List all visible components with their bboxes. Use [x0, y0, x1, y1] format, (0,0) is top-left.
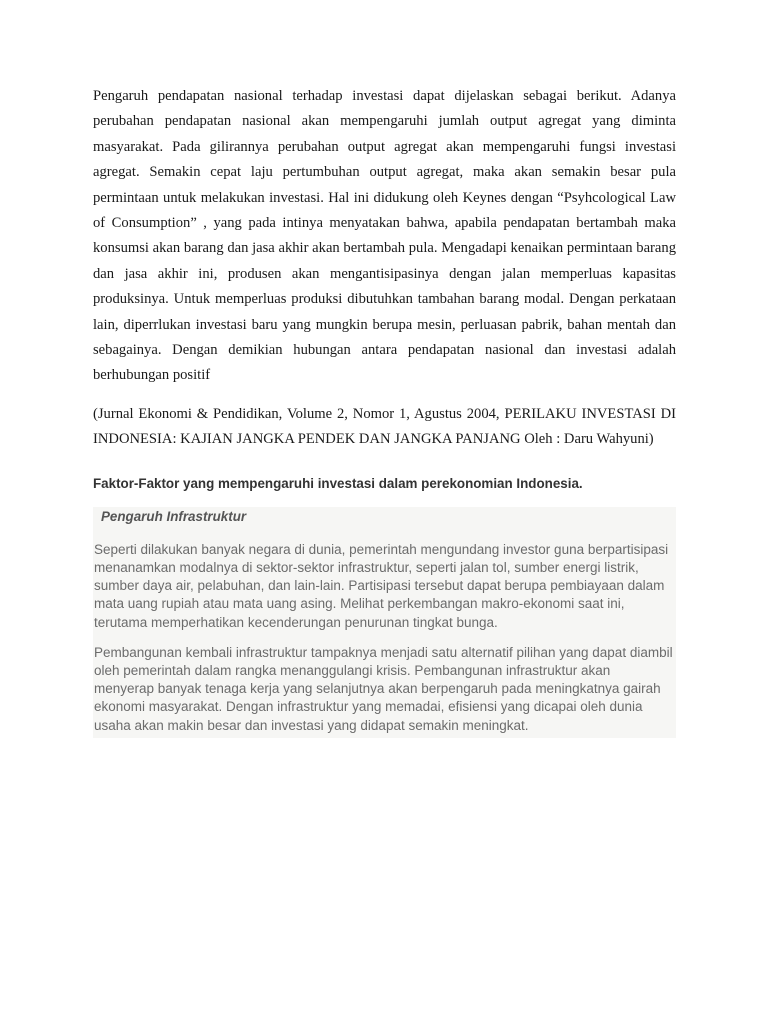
citation-paragraph: (Jurnal Ekonomi & Pendidikan, Volume 2, Nomor 1, Agustus 2004, PERILAKU INVESTASI DI INDONESIA: KAJIAN JANGKA PENDEK DAN JANGKA PANJANG Oleh : Daru Wahyuni)	[93, 405, 676, 448]
intro-paragraph: Pengaruh pendapatan nasional terhadap investasi dapat dijelaskan sebagai berikut. Adanya perubahan pendapatan nasional akan mempengaruhi jumlah output agregat yang diminta masyarakat. Pada gilirannya perubahan output agregat akan mempengaruhi fungsi investasi agregat. Semakin cepat laju pertumbuhan output agregat, maka akan semakin besar pula permintaan untuk melakukan investasi. Hal ini didukung oleh Keynes dengan “Psyhcological Law of Consumption” , yang pada intinya menyatakan bahwa, apabila pendapatan bertambah maka konsumsi akan barang dan jasa akhir akan bertambah pula. Mengadapi kenaikan permintaan barang dan jasa akhir ini, produsen akan mengantisipasinya dengan jalan memperluas kapasitas produksinya. Untuk memperluas produksi dibutuhkan tambahan barang modal. Dengan perkataan lain, diperrlukan investasi baru yang mungkin berupa mesin, perluasan pabrik, bahan mentah dan sebagainya. Dengan demikian hubungan antara pendapatan nasional dan investasi adalah berhubungan positif	[93, 88, 676, 384]
infrastructure-section	[93, 507, 676, 738]
infrastructure-paragraph-1: Seperti dilakukan banyak negara di dunia, pemerintah mengundang investor guna berpartisipasi menanamkan modalnya di sektor-sektor infrastruktur, seperti jalan tol, sumber energi listrik, sumber daya air, pelabuhan, dan lain-lain. Partisipasi tersebut dapat berupa pembiayaan dalam mata uang rupiah atau mata uang asing. Melihat perkembangan makro-ekonomi saat ini, terutama memperhatikan kecenderungan penurunan tingkat bunga.	[94, 541, 669, 630]
infrastructure-paragraph-2: Pembangunan kembali infrastruktur tampaknya menjadi satu alternatif pilihan yang dapat diambil oleh pemerintah dalam rangka menanggulangi krisis. Pembangunan infrastruktur akan menyerap banyak tenaga kerja yang selanjutnya akan berpengaruh pada meningkatnya gairah ekonomi masyarakat. Dengan infrastruktur yang memadai, efisiensi yang dicapai oleh dunia usaha akan makin besar dan investasi yang didapat semakin meningkat.	[94, 644, 673, 733]
infrastructure-title: Pengaruh Infrastruktur	[101, 508, 247, 524]
document-page	[93, 84, 676, 738]
factors-heading: Faktor-Faktor yang mempengaruhi investasi dalam perekonomian Indonesia.	[93, 475, 583, 491]
